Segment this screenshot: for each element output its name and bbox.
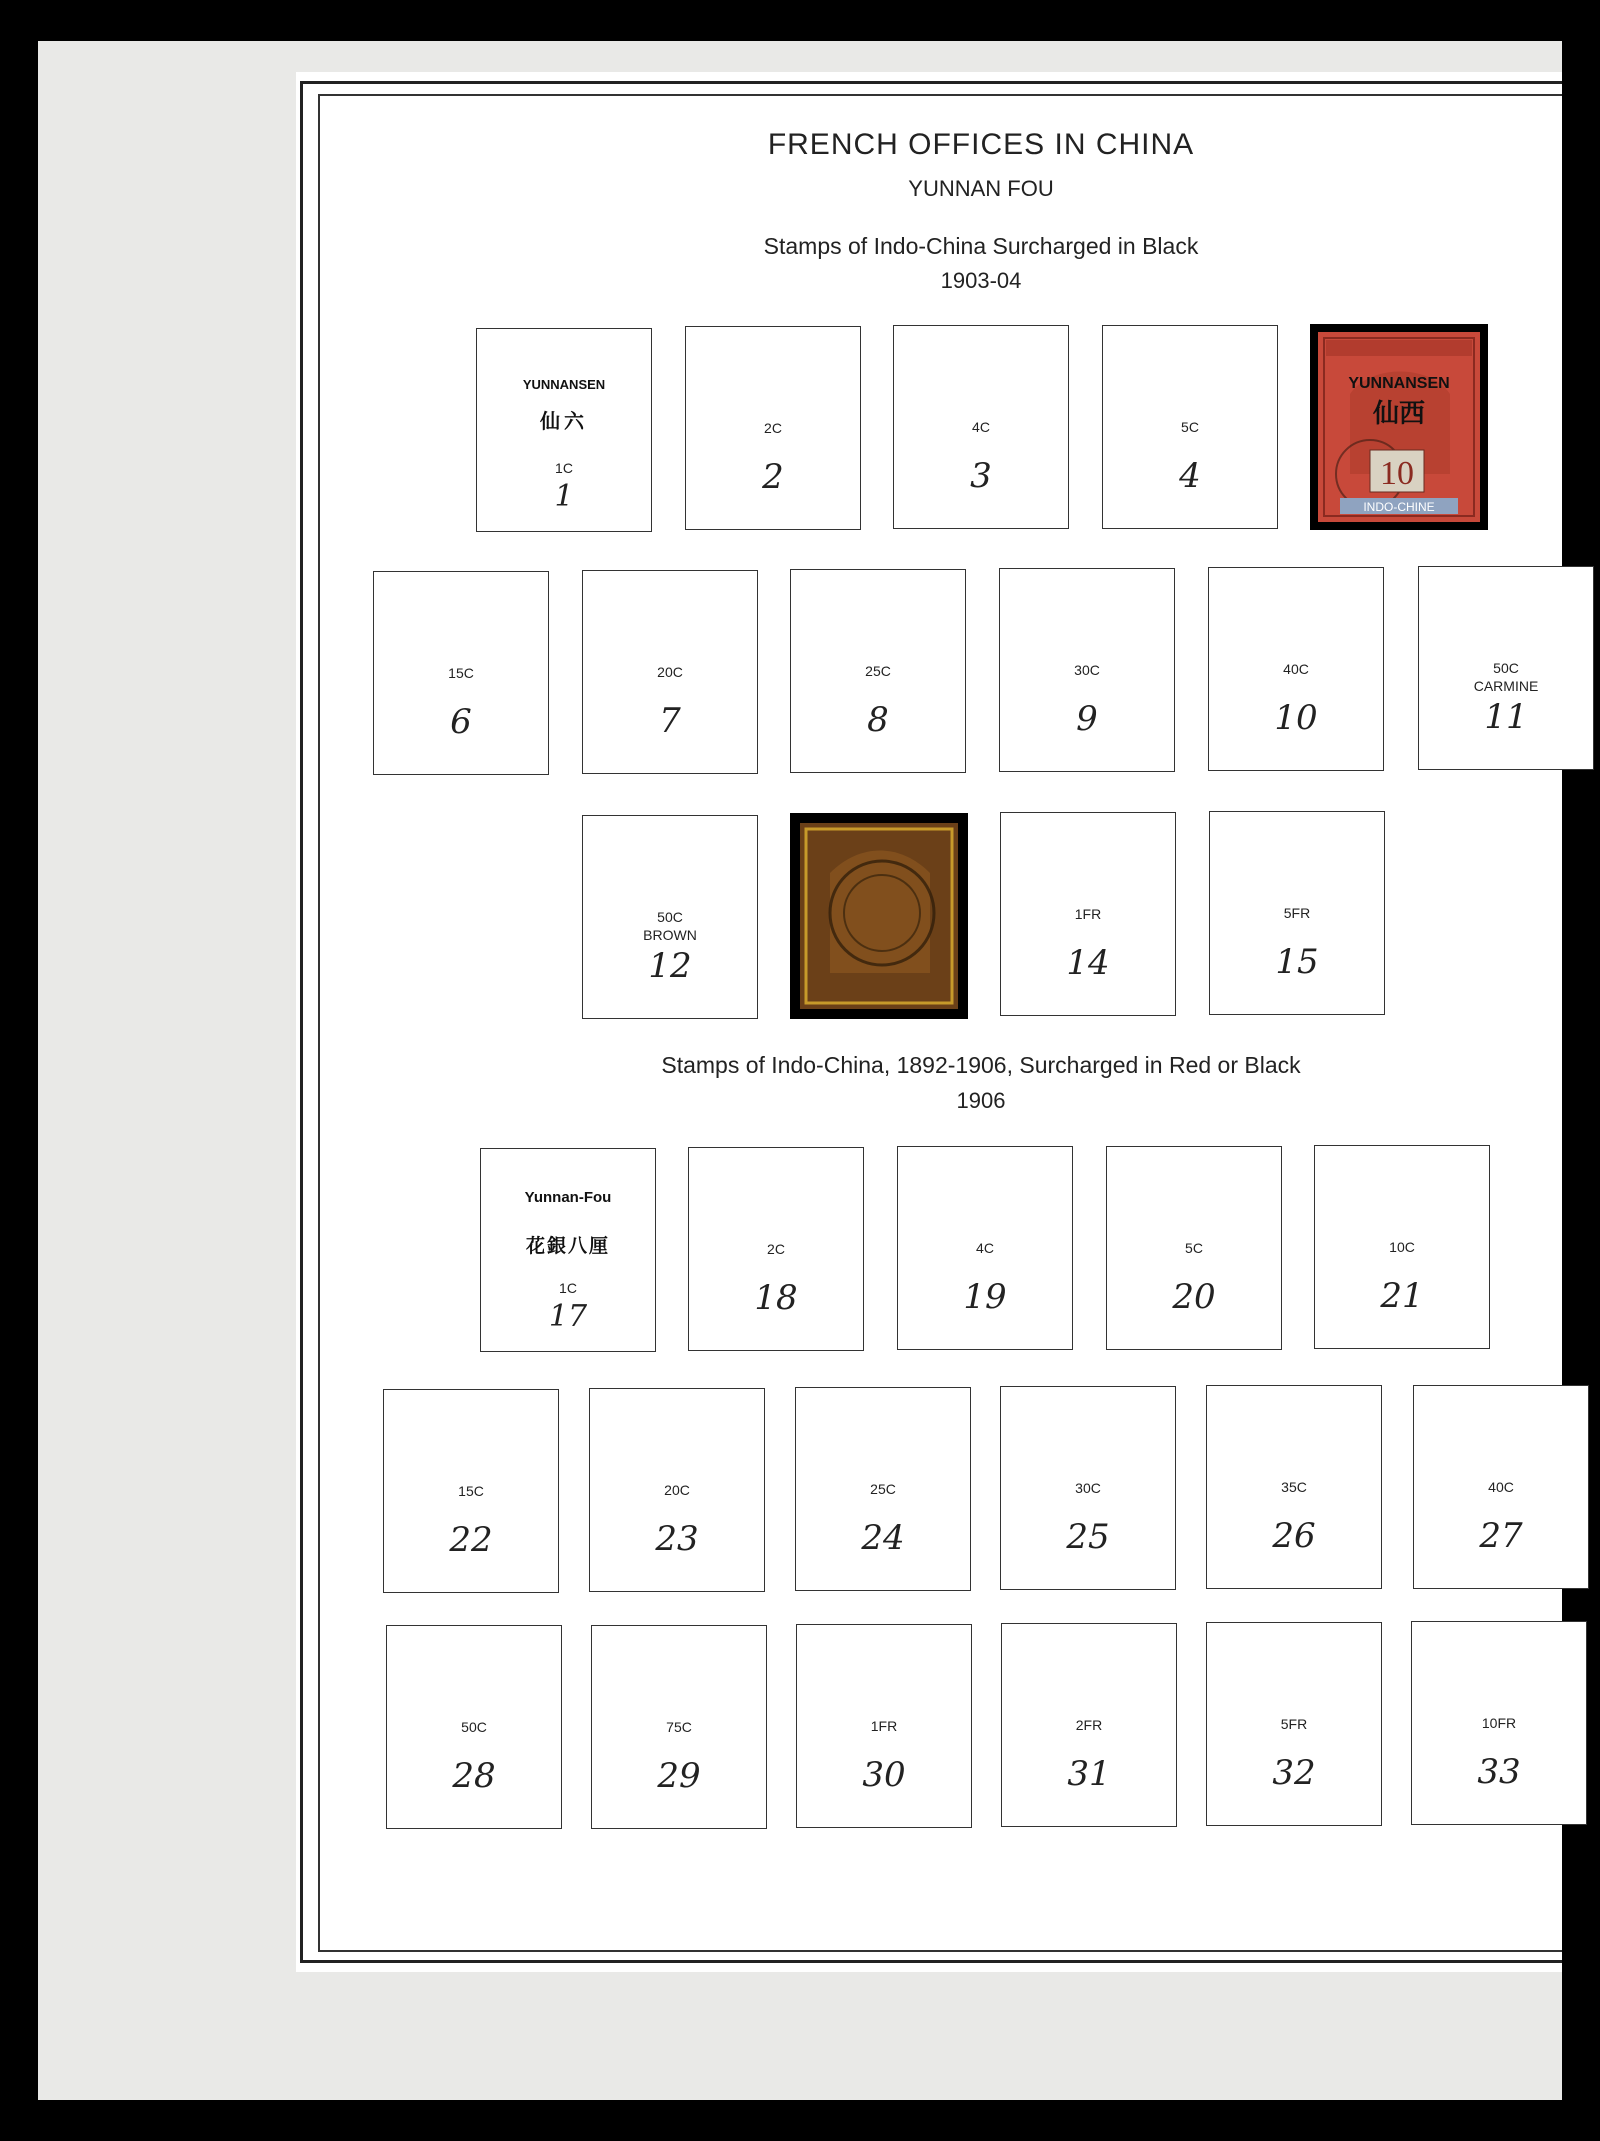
slot-number: 29 — [657, 1756, 701, 1796]
slot-denomination: 10FR — [1481, 1715, 1517, 1731]
slot-denomination: 50C — [1493, 660, 1519, 676]
stamp-10c-yunnansen[interactable] — [1310, 324, 1488, 530]
slot-denomination: 4C — [972, 419, 990, 435]
section-2-heading: Stamps of Indo-China, 1892-1906, Surcharged in Red or Black — [661, 1052, 1301, 1078]
stamp-slot[interactable] — [688, 1147, 864, 1351]
slot-number: 7 — [659, 701, 681, 741]
slot-number: 24 — [861, 1518, 905, 1558]
slot-number: 31 — [1067, 1754, 1111, 1794]
stamp-slot[interactable] — [1106, 1146, 1282, 1350]
slot-denomination: 40C — [1283, 661, 1309, 677]
slot-denomination: 5C — [1185, 1240, 1203, 1256]
stamp-slot[interactable] — [1000, 812, 1176, 1016]
slot-denomination: 5FR — [1280, 1716, 1308, 1732]
slot-number: 23 — [655, 1519, 699, 1559]
stamp-slot[interactable] — [685, 326, 861, 530]
slot-denomination: 20C — [664, 1482, 690, 1498]
section-1-years: 1903-04 — [940, 268, 1022, 293]
page-subtitle: YUNNAN FOU — [908, 176, 1054, 201]
stamp-slot[interactable] — [999, 568, 1175, 772]
slot-denomination: 1C — [555, 460, 573, 476]
stamp-slot[interactable] — [1418, 566, 1594, 770]
slot-denomination: 35C — [1281, 1479, 1307, 1495]
stamp-slot[interactable] — [589, 1388, 765, 1592]
slot-number: 1 — [554, 479, 574, 514]
slot-denomination: 40C — [1488, 1479, 1514, 1495]
stamp-slot[interactable] — [476, 328, 652, 532]
slot-number: 22 — [449, 1520, 493, 1560]
slot-number: 21 — [1380, 1276, 1424, 1316]
stamp-slot[interactable] — [383, 1389, 559, 1593]
slot-denomination: 20C — [657, 664, 683, 680]
slot-denomination: 1FR — [870, 1718, 898, 1734]
slot-number: 11 — [1484, 697, 1528, 737]
stamp-country: INDO-CHINE — [1363, 500, 1435, 514]
slot-number: 33 — [1477, 1752, 1521, 1792]
slot-color-note: BROWN — [643, 927, 697, 943]
slot-denomination: 1FR — [1074, 906, 1102, 922]
slot-denomination: 4C — [976, 1240, 994, 1256]
stamp-slot[interactable] — [373, 571, 549, 775]
slot-denomination: 2FR — [1075, 1717, 1103, 1733]
slot-denomination: 30C — [1074, 662, 1100, 678]
stamp-slot[interactable] — [591, 1625, 767, 1829]
slot-number: 4 — [1179, 456, 1201, 496]
slot-number: 30 — [862, 1755, 906, 1795]
slot-denomination: 50C — [657, 909, 683, 925]
stamp-slot[interactable] — [1314, 1145, 1490, 1349]
stamp-slot[interactable] — [386, 1625, 562, 1829]
stamp-slot[interactable] — [1000, 1386, 1176, 1590]
slot-denomination: 75C — [666, 1719, 692, 1735]
stamp-brown-cancelled[interactable] — [790, 813, 968, 1019]
slot-denomination: 25C — [865, 663, 891, 679]
stamp-slot[interactable] — [582, 570, 758, 774]
stamp-slot[interactable] — [1102, 325, 1278, 529]
section-2-years: 1906 — [956, 1088, 1006, 1113]
stamp-slot[interactable] — [1411, 1621, 1587, 1825]
surcharge-characters: 花銀八厘 — [525, 1236, 610, 1257]
slot-number: 3 — [970, 456, 992, 496]
slot-number: 10 — [1274, 698, 1318, 738]
slot-number: 6 — [450, 702, 472, 742]
slot-denomination: 15C — [458, 1483, 484, 1499]
overprint-characters: 仙西 — [1372, 399, 1426, 429]
stamp-slot[interactable] — [796, 1624, 972, 1828]
stamp-slot[interactable] — [893, 325, 1069, 529]
slot-color-note: CARMINE — [1473, 678, 1539, 694]
slot-number: 25 — [1066, 1517, 1110, 1557]
slot-number: 9 — [1076, 699, 1098, 739]
slot-denomination: 2C — [767, 1241, 785, 1257]
surcharge-text: Yunnan-Fou — [524, 1189, 612, 1206]
slot-denomination: 25C — [870, 1481, 896, 1497]
stamp-slot[interactable] — [1208, 567, 1384, 771]
slot-denomination: 5C — [1181, 419, 1199, 435]
slot-denomination: 15C — [448, 665, 474, 681]
stamp-slot[interactable] — [1413, 1385, 1589, 1589]
stamp-value: 10 — [1380, 455, 1414, 492]
slot-number: 28 — [452, 1756, 496, 1796]
stamp-slot[interactable] — [1206, 1622, 1382, 1826]
stamp-slot[interactable] — [1206, 1385, 1382, 1589]
stamp-slot[interactable] — [582, 815, 758, 1019]
section-1-heading: Stamps of Indo-China Surcharged in Black — [763, 233, 1199, 259]
stamp-top-panel — [1326, 340, 1472, 356]
slot-number: 32 — [1272, 1753, 1316, 1793]
slot-denomination: 30C — [1075, 1480, 1101, 1496]
stamp-slot[interactable] — [897, 1146, 1073, 1350]
stamp-slot[interactable] — [1209, 811, 1385, 1015]
slot-number: 18 — [754, 1278, 798, 1318]
page-title: FRENCH OFFICES IN CHINA — [767, 128, 1195, 161]
slot-number: 2 — [762, 457, 784, 497]
slot-number: 14 — [1066, 943, 1110, 983]
slot-number: 27 — [1479, 1516, 1523, 1556]
slot-number: 19 — [963, 1277, 1007, 1317]
overprint-text: YUNNANSEN — [1348, 375, 1450, 392]
stamp-slot[interactable] — [795, 1387, 971, 1591]
slot-denomination: 2C — [764, 420, 782, 436]
stamp-slot[interactable] — [790, 569, 966, 773]
slot-number: 8 — [867, 700, 889, 740]
stamp-slot[interactable] — [1001, 1623, 1177, 1827]
surcharge-text: YUNNANSEN — [522, 377, 606, 392]
surcharge-characters: 仙六 — [540, 411, 588, 433]
slot-number: 26 — [1272, 1516, 1316, 1556]
slot-number: 17 — [548, 1299, 588, 1334]
slot-number: 12 — [648, 946, 692, 986]
slot-denomination: 10C — [1389, 1239, 1415, 1255]
slot-denomination: 5FR — [1283, 905, 1311, 921]
slot-denomination: 50C — [461, 1719, 487, 1735]
slot-number: 20 — [1172, 1277, 1216, 1317]
stamp-slot[interactable] — [480, 1148, 656, 1352]
slot-number: 15 — [1275, 942, 1319, 982]
slot-denomination: 1C — [559, 1280, 577, 1296]
